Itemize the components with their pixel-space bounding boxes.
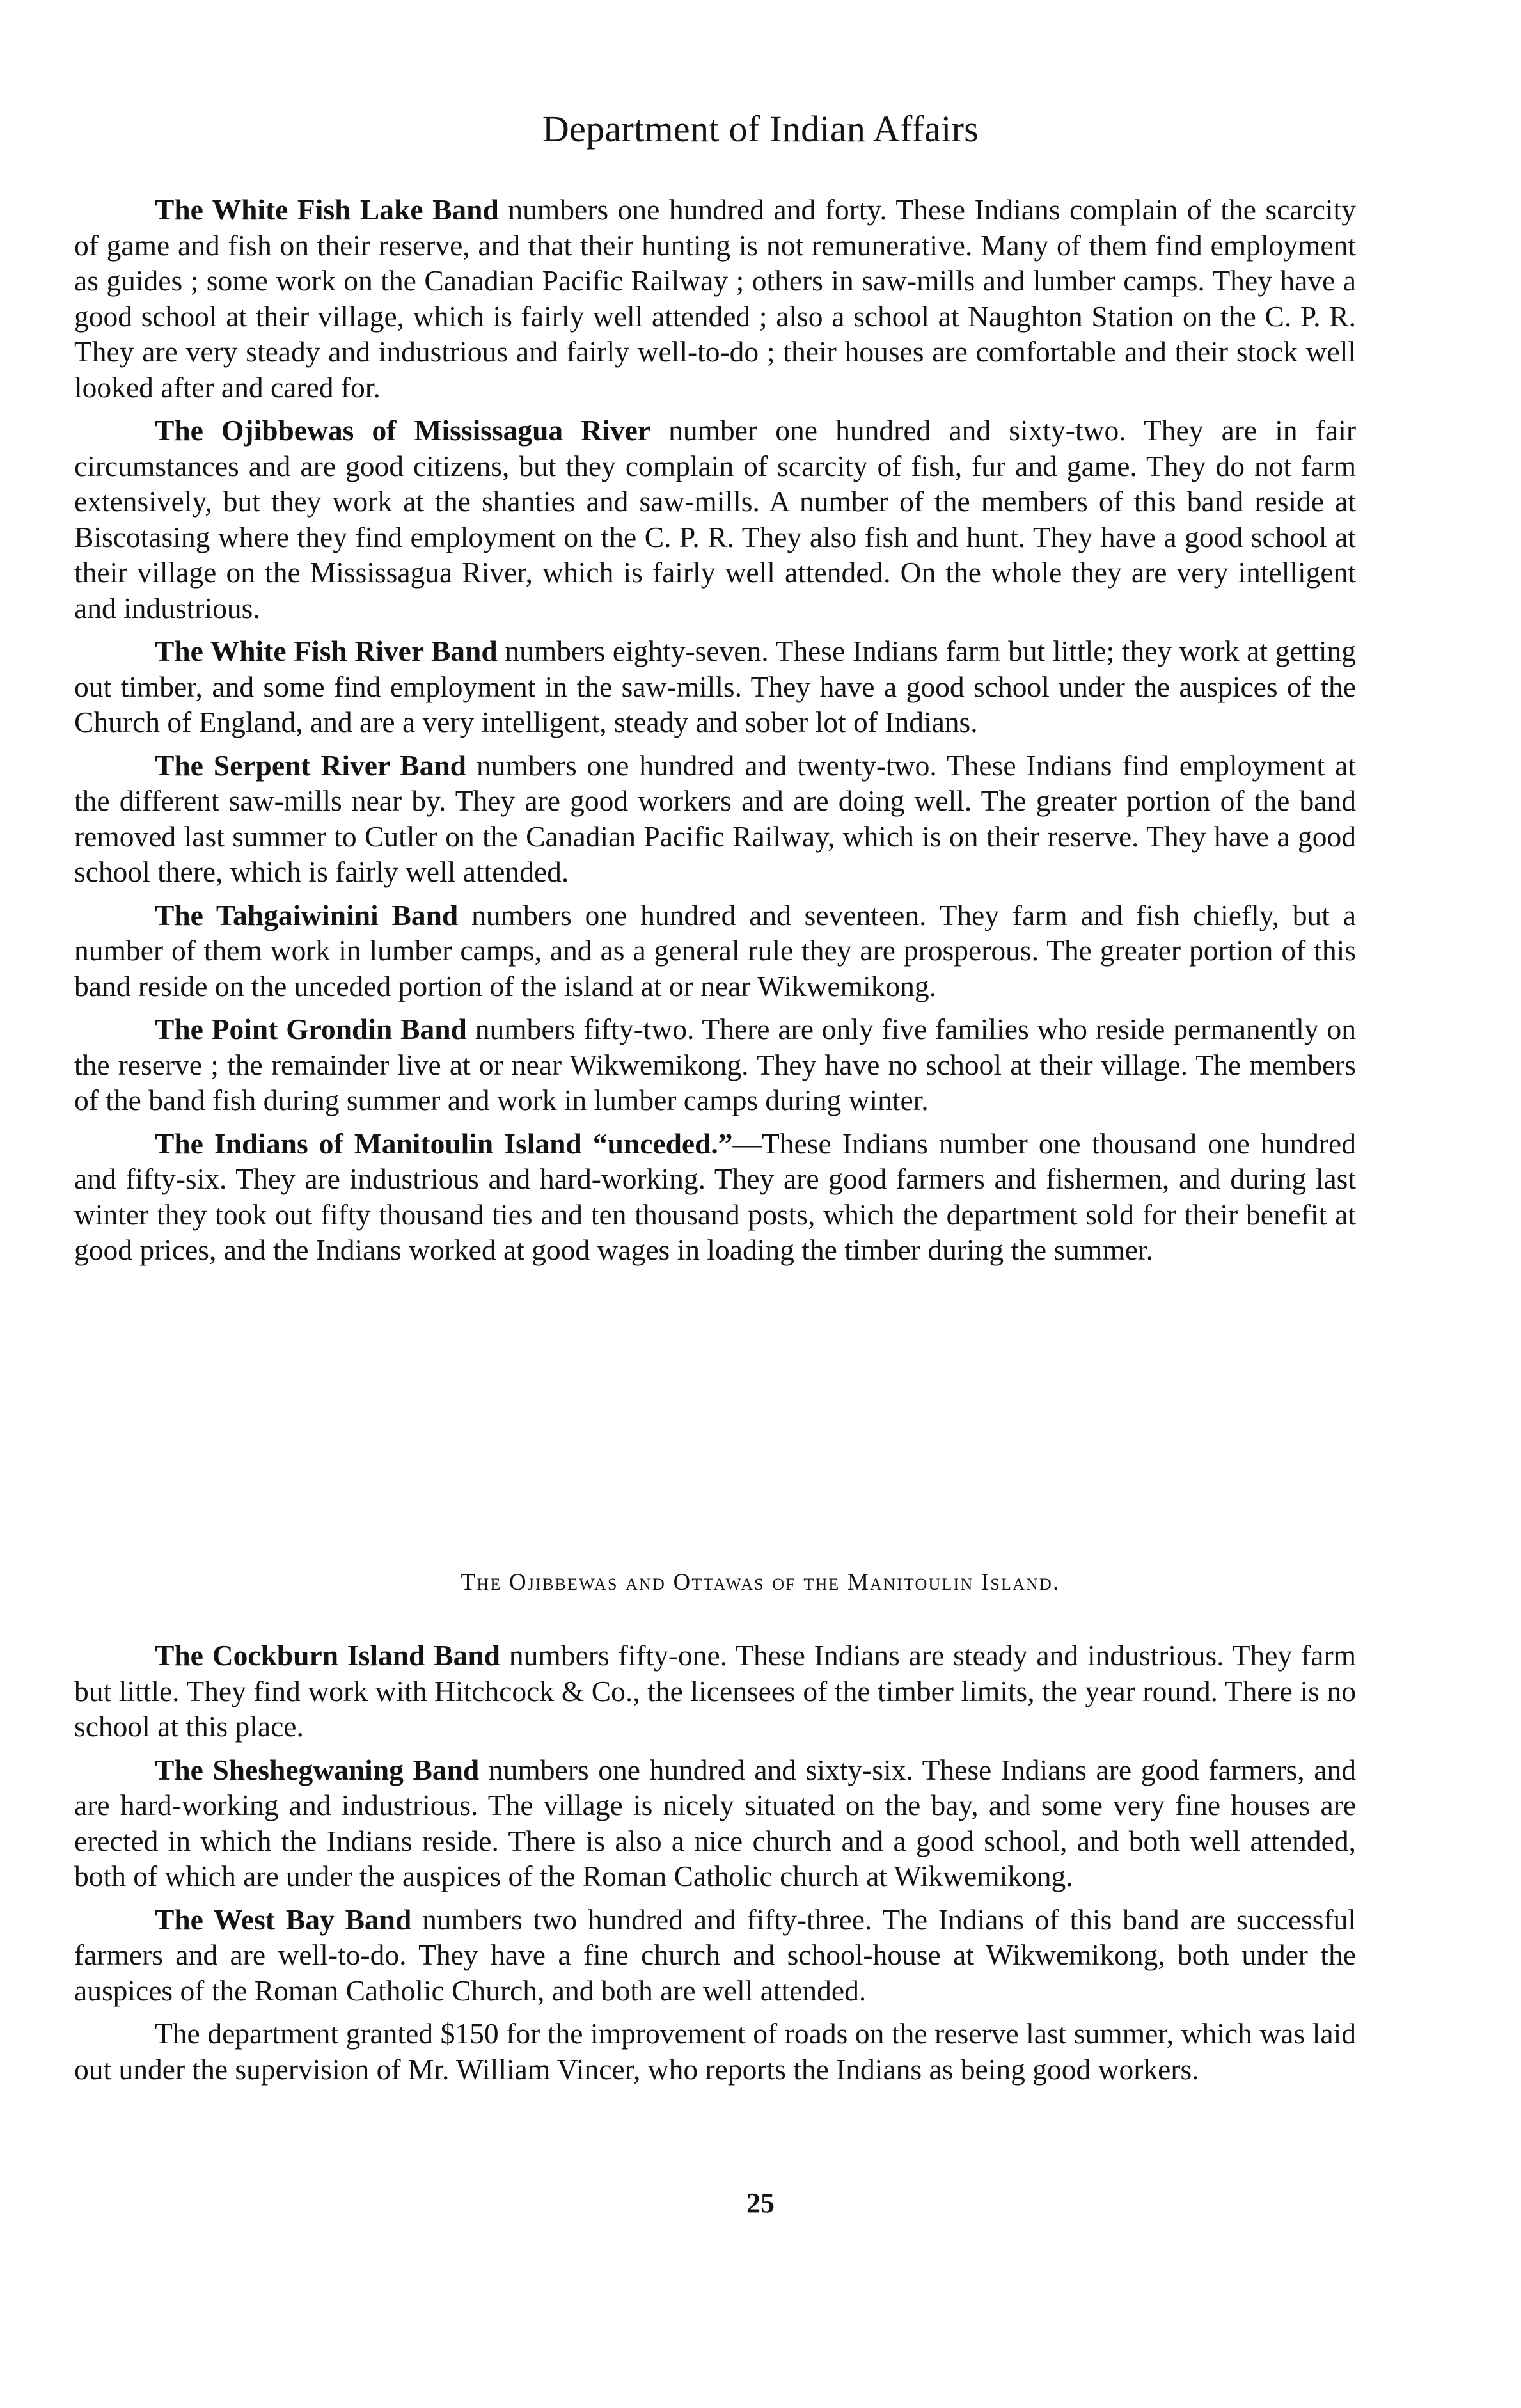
band-name: The West Bay Band bbox=[155, 1903, 412, 1936]
band-name: The Sheshegwaning Band bbox=[155, 1753, 480, 1786]
band-name: The Point Grondin Band bbox=[155, 1013, 467, 1045]
paragraph-text: numbers one hundred and twenty-two. These Indians find employment at the different saw-mills near by. They are good workers and are doing well. The greater portion of the band removed last summer to Cutler on the Canadian Pacific Railway, which is on their reserve. They have a good school there, which is fairly well attended. bbox=[74, 749, 1356, 888]
paragraph-text: numbers one hundred and seventeen. They farm and fish chiefly, but a number of them work in lumber camps, and as a general rule they are prosperous. The greater portion of this band reside on the unceded portion of the island at or near Wikwemikong. bbox=[74, 898, 1356, 1002]
paragraph-text: numbers eighty-seven. These Indians farm but little; they work at getting out timber, and some find employment in the saw-mills. They have a good school under the auspices of the Church of England, and are a very intelligent, steady and sober lot of Indians. bbox=[74, 635, 1357, 738]
paragraph-serpent-river bbox=[74, 748, 1356, 890]
section-heading: The Ojibbewas and Ottawas of the Manitoulin Island. bbox=[461, 1569, 1060, 1596]
paragraph-text: —These Indians number one thousand one hundred and fifty-six. They are industrious and hard-working. They are good farmers and fishermen, and during last winter they took out fifty thousand ties and ten thousand posts, which the department sold for their benefit at good prices, and the Indians worked at good wages in loading the timber during the summer. bbox=[74, 1127, 1356, 1266]
paragraph-text: numbers one hundred and forty. These Indians complain of the scarcity of game and fish on their reserve, and that their hunting is not remunerative. Many of them find employment as guides ; some work on the Canadian Pacific Railway ; others in saw-mills and lumber camps. They have a good school at their village, which is fairly well attended ; also a school at Naughton Station on the C. P. R. They are very steady and industrious and fairly well-to-do ; their houses are comfortable and their stock well looked after and cared for. bbox=[74, 193, 1356, 404]
body-text-bottom bbox=[74, 1638, 1356, 2095]
band-name: The White Fish Lake Band bbox=[155, 193, 499, 226]
band-name: The Ojibbewas of Mississagua River bbox=[155, 414, 650, 447]
band-name: The Cockburn Island Band bbox=[155, 1639, 500, 1672]
paragraph-manitoulin-unceded bbox=[74, 1126, 1356, 1268]
paragraph-text: numbers one hundred and sixty-six. These Indians are good farmers, and are hard-working and industrious. The village is nicely situated on the bay, and some very fine houses are erected in which the Indians reside. There is also a nice church and a good school, and both well attended, both of which are under the auspices of the Roman Catholic church at Wikwemikong. bbox=[74, 1753, 1356, 1892]
paragraph-text: The department granted $150 for the improvement of roads on the reserve last summer, which was laid out under the supervision of Mr. William Vincer, who reports the Indians as being good workers. bbox=[74, 2017, 1356, 2086]
paragraph-text: number one hundred and sixty-two. They are in fair circumstances and are good citizens, but they complain of scarcity of fish, fur and game. They do not farm extensively, but they work at the shanties and saw-mills. A number of the members of this band reside at Biscotasing where they find employment on the C. P. R. They also fish and hunt. They have a good school at their village on the Mississagua River, which is fairly well attended. On the whole they are very intelligent and industrious. bbox=[74, 414, 1356, 624]
paragraph-point-grondin bbox=[74, 1011, 1356, 1118]
paragraph-sheshegwaning bbox=[74, 1752, 1356, 1894]
paragraph-text: numbers fifty-two. There are only five families who reside permanently on the reserve ; the remainder live at or near Wikwemikong. They have no school at their village. The members of the band fish during summer and work in lumber camps during winter. bbox=[74, 1013, 1356, 1116]
paragraph-cockburn-island bbox=[74, 1638, 1356, 1745]
paragraph-text: numbers fifty-one. These Indians are steady and industrious. They farm but little. They find work with Hitchcock & Co., the licensees of the timber limits, the year round. There is no school at this place. bbox=[74, 1639, 1356, 1743]
paragraph-roads-grant bbox=[74, 2016, 1356, 2087]
paragraph-white-fish-lake bbox=[74, 192, 1356, 405]
paragraph-text: numbers two hundred and fifty-three. The Indians of this band are successful farmers and are well-to-do. They have a fine church and school-house at Wikwemikong, both under the auspices of the Roman Catholic Church, and both are well attended. bbox=[74, 1903, 1356, 2007]
paragraph-tahgaiwinini bbox=[74, 898, 1356, 1004]
body-text-top bbox=[74, 192, 1356, 1276]
paragraph-mississagua-river bbox=[74, 413, 1356, 626]
page-number: 25 bbox=[746, 2187, 775, 2219]
band-name: The Tahgaiwinini Band bbox=[155, 898, 459, 931]
band-name: The Indians of Manitoulin Island “unceded.” bbox=[155, 1127, 733, 1160]
page-title: Department of Indian Affairs bbox=[542, 108, 979, 150]
band-name: The Serpent River Band bbox=[155, 749, 466, 782]
paragraph-white-fish-river bbox=[74, 633, 1356, 740]
band-name: The White Fish River Band bbox=[155, 635, 498, 667]
paragraph-west-bay bbox=[74, 1902, 1356, 2009]
